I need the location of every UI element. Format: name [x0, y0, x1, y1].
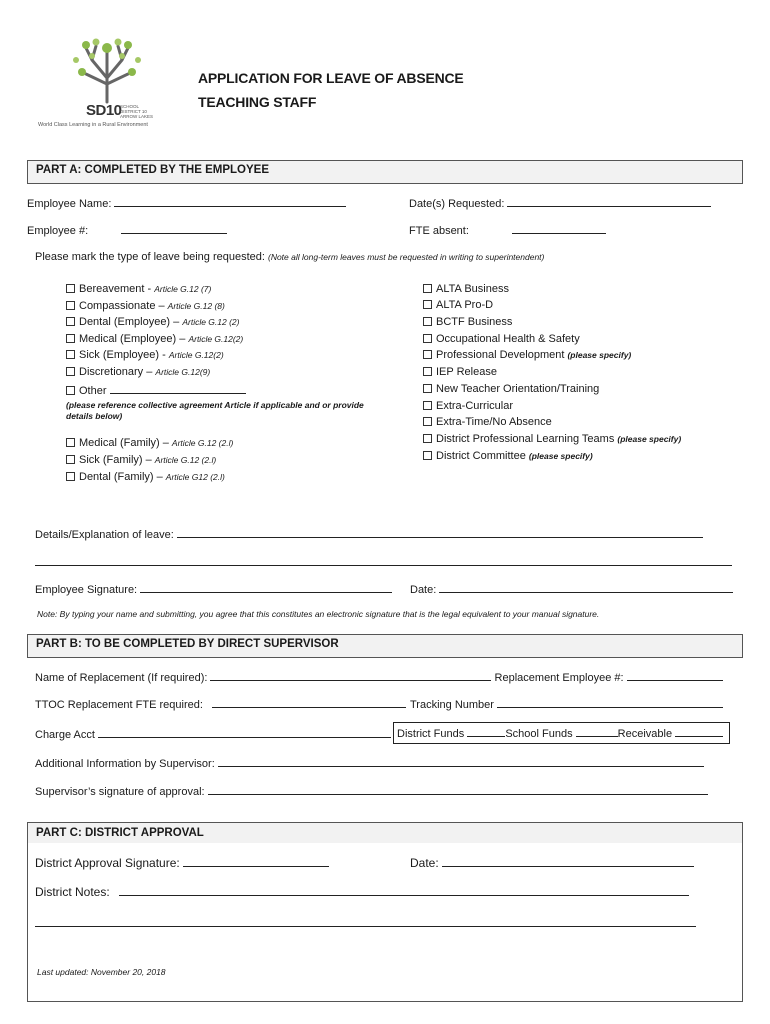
- other-field[interactable]: [110, 383, 246, 394]
- leave-option-ohs[interactable]: Occupational Health & Safety: [423, 333, 580, 345]
- replacement-num-label: Replacement Employee #:: [494, 672, 624, 684]
- checkbox[interactable]: [423, 367, 432, 376]
- dates-requested-row: [409, 196, 711, 210]
- charge-acct-row: [35, 727, 391, 741]
- leave-prompt-row: [35, 251, 544, 263]
- ttoc-fte-label: TTOC Replacement FTE required:: [35, 699, 203, 711]
- checkbox[interactable]: [423, 434, 432, 443]
- leave-option-iep[interactable]: IEP Release: [423, 366, 497, 378]
- approval-date-field[interactable]: [442, 856, 694, 867]
- leave-option-district-committee[interactable]: District Committee (please specify): [423, 450, 593, 462]
- other-note-line-2: details below): [66, 411, 123, 421]
- checkbox[interactable]: [66, 455, 75, 464]
- tree-icon: [72, 34, 142, 104]
- leave-option-bctf-business[interactable]: BCTF Business: [423, 316, 512, 328]
- logo-text-2: DISTRICT 10: [120, 109, 147, 114]
- supervisor-signature-field[interactable]: [208, 784, 708, 795]
- school-funds-field[interactable]: [576, 726, 618, 737]
- checkbox[interactable]: [66, 317, 75, 326]
- receivable-field[interactable]: [675, 726, 723, 737]
- logo-tagline: World Class Learning in a Rural Environment: [38, 122, 148, 128]
- checkbox[interactable]: [66, 386, 75, 395]
- employee-name-field[interactable]: [114, 196, 346, 207]
- details-label: Details/Explanation of leave:: [35, 529, 174, 541]
- checkbox[interactable]: [66, 284, 75, 293]
- leave-option-discretionary[interactable]: Discretionary – Article G.12(9): [66, 366, 210, 378]
- tracking-row: [410, 697, 723, 711]
- checkbox[interactable]: [423, 417, 432, 426]
- fte-absent-row: [409, 223, 606, 237]
- employee-date-row: [410, 582, 733, 596]
- part-c-header: PART C: DISTRICT APPROVAL: [28, 823, 742, 843]
- logo-text-3: ARROW LAKES: [120, 114, 154, 119]
- details-line-2[interactable]: [35, 554, 732, 566]
- district-funds-field[interactable]: [467, 726, 505, 737]
- district-logo: [38, 34, 178, 130]
- additional-info-row: [35, 756, 704, 770]
- leave-option-dental-employee[interactable]: Dental (Employee) – Article G.12 (2): [66, 316, 239, 328]
- dates-requested-field[interactable]: [507, 196, 711, 207]
- leave-prompt: Please mark the type of leave being requested:: [35, 251, 265, 263]
- leave-option-extra-time[interactable]: Extra-Time/No Absence: [423, 416, 552, 428]
- school-funds-label: School Funds: [505, 728, 573, 740]
- employee-signature-row: [35, 582, 392, 596]
- approval-signature-field[interactable]: [183, 856, 329, 867]
- leave-option-sick-family[interactable]: Sick (Family) – Article G.12 (2.l): [66, 454, 216, 466]
- checkbox[interactable]: [66, 472, 75, 481]
- checkbox[interactable]: [423, 300, 432, 309]
- leave-option-medical-family[interactable]: Medical (Family) – Article G.12 (2.l): [66, 437, 233, 449]
- checkbox[interactable]: [66, 334, 75, 343]
- supervisor-signature-label: Supervisor’s signature of approval:: [35, 786, 205, 798]
- checkbox[interactable]: [66, 301, 75, 310]
- employee-date-field[interactable]: [439, 582, 733, 593]
- logo-text-1: SCHOOL: [120, 104, 140, 109]
- leave-option-extra-curricular[interactable]: Extra-Curricular: [423, 400, 513, 412]
- leave-option-other[interactable]: Other: [66, 383, 246, 397]
- replacement-num-field[interactable]: [627, 670, 723, 681]
- district-notes-row: [35, 885, 689, 899]
- employee-name-label: Employee Name:: [27, 198, 112, 210]
- esignature-note: Note: By typing your name and submitting, you agree that this constitutes an electronic signature that is the legal equivalent to your manual signature.: [37, 609, 600, 619]
- tracking-field[interactable]: [497, 697, 723, 708]
- leave-option-pro-dev[interactable]: Professional Development (please specify): [423, 349, 631, 361]
- replacement-name-field[interactable]: [210, 670, 491, 681]
- logo-name: SD10: [86, 102, 122, 119]
- checkbox[interactable]: [66, 367, 75, 376]
- details-field[interactable]: [177, 527, 703, 538]
- ttoc-fte-field[interactable]: [212, 697, 406, 708]
- leave-prompt-note: (Note all long-term leaves must be requested in writing to superintendent): [267, 252, 545, 262]
- district-notes-label: District Notes:: [35, 885, 110, 899]
- leave-option-new-teacher[interactable]: New Teacher Orientation/Training: [423, 383, 599, 395]
- checkbox[interactable]: [423, 284, 432, 293]
- leave-option-sick-employee[interactable]: Sick (Employee) - Article G.12(2): [66, 349, 224, 361]
- details-row: [35, 527, 703, 541]
- leave-option-bereavement[interactable]: Bereavement - Article G.12 (7): [66, 283, 211, 295]
- part-b-header: PART B: TO BE COMPLETED BY DIRECT SUPERVISOR: [27, 634, 743, 658]
- approval-signature-label: District Approval Signature:: [35, 856, 180, 870]
- receivable-label: Receivable: [617, 728, 673, 740]
- leave-option-alta-prod[interactable]: ALTA Pro-D: [423, 299, 493, 311]
- checkbox[interactable]: [423, 317, 432, 326]
- employee-name-row: [27, 196, 346, 210]
- fte-absent-field[interactable]: [512, 223, 606, 234]
- checkbox[interactable]: [66, 438, 75, 447]
- leave-option-medical-employee[interactable]: Medical (Employee) – Article G.12(2): [66, 333, 243, 345]
- page-title: APPLICATION FOR LEAVE OF ABSENCE: [198, 70, 464, 86]
- supervisor-signature-row: [35, 784, 708, 798]
- approval-date-row: [410, 856, 694, 870]
- checkbox[interactable]: [423, 350, 432, 359]
- district-notes-field[interactable]: [119, 885, 689, 896]
- leave-option-compassionate[interactable]: Compassionate – Article G.12 (8): [66, 300, 225, 312]
- checkbox[interactable]: [423, 451, 432, 460]
- charge-acct-field[interactable]: [98, 727, 391, 738]
- ttoc-fte-row: [35, 697, 406, 711]
- employee-date-label: Date:: [410, 584, 437, 596]
- employee-num-label: Employee #:: [27, 225, 89, 237]
- employee-signature-field[interactable]: [140, 582, 392, 593]
- additional-info-field[interactable]: [218, 756, 704, 767]
- district-funds-label: District Funds: [397, 728, 465, 740]
- fte-absent-label: FTE absent:: [409, 225, 469, 237]
- leave-option-dental-family[interactable]: Dental (Family) – Article G12 (2.l): [66, 471, 225, 483]
- approval-date-label: Date:: [410, 856, 439, 870]
- checkbox[interactable]: [423, 401, 432, 410]
- part-a-header: PART A: COMPLETED BY THE EMPLOYEE: [27, 160, 743, 184]
- leave-option-dplt[interactable]: District Professional Learning Teams (please specify): [423, 433, 681, 445]
- checkbox[interactable]: [423, 384, 432, 393]
- approval-signature-row: [35, 856, 329, 870]
- other-note-line-1: (please reference collective agreement Article if applicable and or provide: [66, 400, 364, 410]
- charge-acct-label: Charge Acct: [35, 729, 95, 741]
- page-subtitle: TEACHING STAFF: [198, 94, 317, 110]
- funding-source-box: [393, 722, 730, 744]
- replacement-name-label: Name of Replacement (If required):: [35, 672, 208, 684]
- employee-signature-label: Employee Signature:: [35, 584, 138, 596]
- dates-requested-label: Date(s) Requested:: [409, 198, 505, 210]
- checkbox[interactable]: [423, 334, 432, 343]
- last-updated: Last updated: November 20, 2018: [37, 967, 166, 977]
- district-notes-line-2[interactable]: [35, 915, 696, 927]
- employee-num-row: [27, 223, 227, 237]
- checkbox[interactable]: [66, 350, 75, 359]
- employee-num-field[interactable]: [121, 223, 227, 234]
- tracking-label: Tracking Number: [410, 699, 494, 711]
- additional-info-label: Additional Information by Supervisor:: [35, 758, 215, 770]
- leave-option-alta-business[interactable]: ALTA Business: [423, 283, 509, 295]
- replacement-name-row: [35, 670, 723, 684]
